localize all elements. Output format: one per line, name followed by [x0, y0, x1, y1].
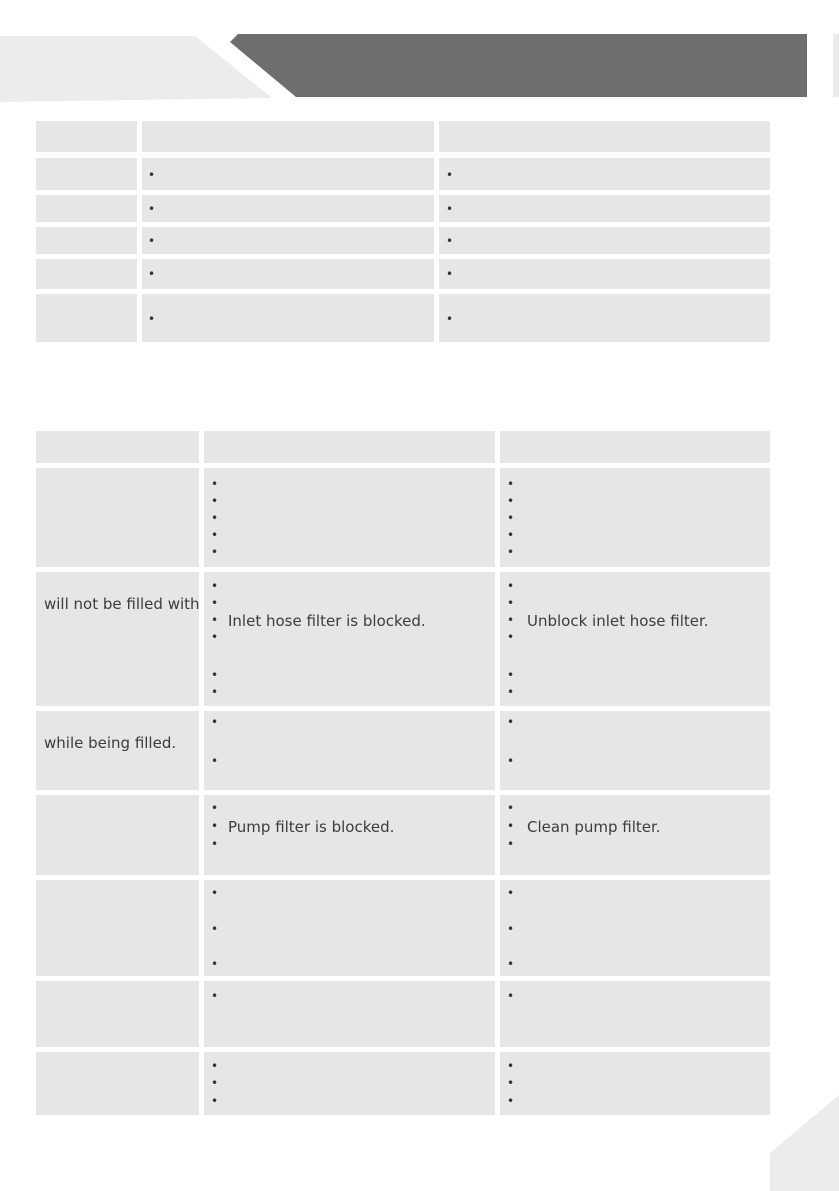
header-tab-shape: [0, 36, 272, 102]
bullet: •: [507, 579, 515, 593]
table1-row2-col3: [439, 195, 770, 222]
row2-problem: will not be filled with: [44, 595, 200, 613]
bullet: •: [507, 989, 515, 1003]
table2-row5-col2: [204, 880, 495, 976]
bullet: •: [507, 801, 515, 815]
table1-row1-col2: [142, 158, 434, 190]
page-header: [0, 0, 839, 110]
page-corner-decoration: [760, 1095, 839, 1191]
bullet: •: [507, 511, 515, 525]
table2-row2-col1: [36, 572, 199, 706]
table1-row3-col3: [439, 227, 770, 254]
bullet: •: [507, 668, 515, 682]
bullet: •: [211, 1059, 219, 1073]
table2-header-col2: [204, 431, 495, 463]
table1-header-col3: [439, 121, 770, 152]
table2-row3-col3: [500, 711, 770, 790]
header-bar-shape: [230, 34, 807, 97]
table2-row5-col1: [36, 880, 199, 976]
bullet: •: [507, 754, 515, 768]
table1-row5-col2: [142, 294, 434, 342]
bullet: •: [211, 596, 219, 610]
header-edge-mark: [833, 34, 839, 97]
row2-cause-inlet-filter: Inlet hose filter is blocked.: [228, 612, 426, 630]
bullet: •: [211, 886, 219, 900]
bullet: •: [211, 528, 219, 542]
table1-row4-col3: [439, 259, 770, 289]
bullet: •: [148, 202, 156, 216]
table1-row2-col1: [36, 195, 137, 222]
bullet: •: [211, 957, 219, 971]
bullet: •: [507, 715, 515, 729]
table1-row3-col2: [142, 227, 434, 254]
bullet: •: [211, 1094, 219, 1108]
table2-row7-col1: [36, 1052, 199, 1115]
table1-row1-col1: [36, 158, 137, 190]
bullet: •: [148, 267, 156, 281]
table2-row1-col2: [204, 468, 495, 567]
bullet: •: [446, 202, 454, 216]
bullet: •: [507, 494, 515, 508]
bullet: •: [507, 630, 515, 644]
bullet: •: [507, 528, 515, 542]
bullet: •: [446, 267, 454, 281]
corner-shape: [770, 1095, 839, 1191]
table2-row6-col2: [204, 981, 495, 1047]
bullet: •: [211, 989, 219, 1003]
table2-row3-col2: [204, 711, 495, 790]
bullet: •: [507, 596, 515, 610]
table2-header-col1: [36, 431, 199, 463]
bullet: •: [211, 511, 219, 525]
bullet: •: [211, 668, 219, 682]
bullet: •: [211, 715, 219, 729]
bullet: •: [211, 545, 219, 559]
table2-row1-col3: [500, 468, 770, 567]
table2-row4-col1: [36, 795, 199, 875]
row4-cause-pump-filter: Pump filter is blocked.: [228, 818, 395, 836]
bullet: •: [211, 579, 219, 593]
bullet: •: [148, 312, 156, 326]
bullet: •: [211, 837, 219, 851]
bullet: •: [446, 234, 454, 248]
bullet: •: [507, 1094, 515, 1108]
bullet: •: [507, 819, 515, 833]
bullet: •: [507, 613, 515, 627]
bullet: •: [211, 754, 219, 768]
bullet: •: [211, 801, 219, 815]
bullet: •: [507, 837, 515, 851]
bullet: •: [211, 477, 219, 491]
table2-row5-col3: [500, 880, 770, 976]
bullet: •: [507, 957, 515, 971]
table1-row2-col2: [142, 195, 434, 222]
table1-row4-col1: [36, 259, 137, 289]
table2-header-col3: [500, 431, 770, 463]
bullet: •: [507, 545, 515, 559]
row4-solution-pump-filter: Clean pump filter.: [527, 818, 661, 836]
bullet: •: [148, 168, 156, 182]
bullet: •: [211, 819, 219, 833]
table1-header-col2: [142, 121, 434, 152]
bullet: •: [211, 630, 219, 644]
bullet: •: [507, 922, 515, 936]
table1-header-col1: [36, 121, 137, 152]
table1-row4-col2: [142, 259, 434, 289]
bullet: •: [446, 168, 454, 182]
bullet: •: [211, 922, 219, 936]
table2-row7-col2: [204, 1052, 495, 1115]
row3-problem: while being filled.: [44, 734, 177, 752]
bullet: •: [211, 1076, 219, 1090]
bullet: •: [507, 685, 515, 699]
table2-row2-col2: [204, 572, 495, 706]
bullet: •: [446, 312, 454, 326]
bullet: •: [507, 886, 515, 900]
row2-solution-inlet-filter: Unblock inlet hose filter.: [527, 612, 709, 630]
table1-row5-col3: [439, 294, 770, 342]
table1-row1-col3: [439, 158, 770, 190]
bullet: •: [507, 1059, 515, 1073]
bullet: •: [507, 477, 515, 491]
bullet: •: [211, 613, 219, 627]
table2-row6-col1: [36, 981, 199, 1047]
table1-row5-col1: [36, 294, 137, 342]
bullet: •: [507, 1076, 515, 1090]
table2-row2-col3: [500, 572, 770, 706]
table2-row6-col3: [500, 981, 770, 1047]
table1-row3-col1: [36, 227, 137, 254]
bullet: •: [211, 685, 219, 699]
table2-row1-col1: [36, 468, 199, 567]
bullet: •: [211, 494, 219, 508]
table2-row7-col3: [500, 1052, 770, 1115]
bullet: •: [148, 234, 156, 248]
